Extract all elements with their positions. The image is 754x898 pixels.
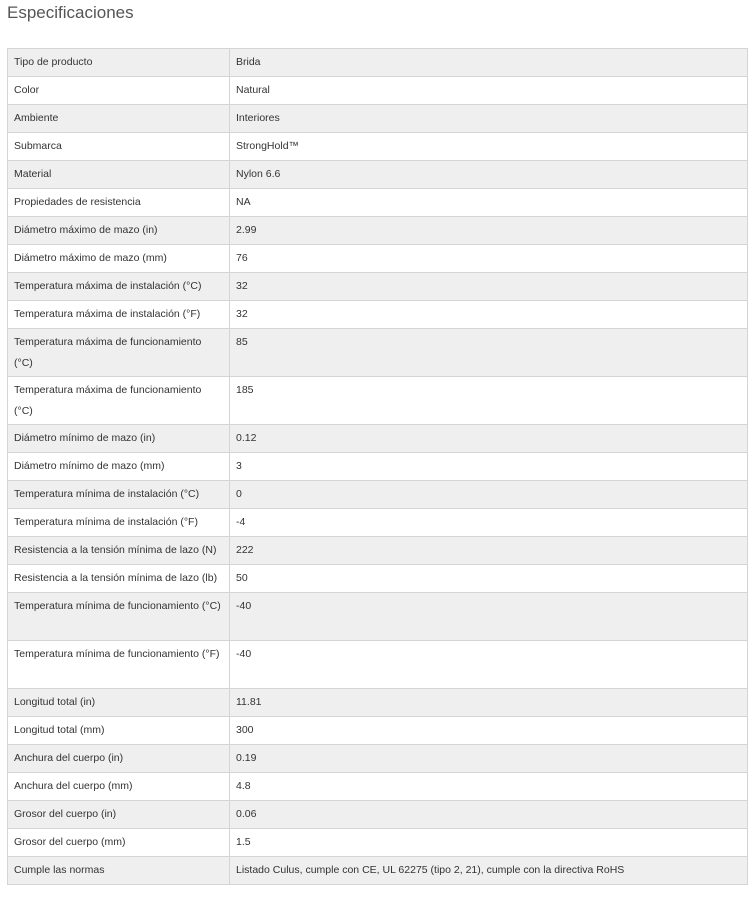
spec-row bbox=[8, 453, 748, 481]
spec-row bbox=[8, 481, 748, 509]
spec-row bbox=[8, 593, 748, 641]
spec-value: 50 bbox=[230, 565, 748, 593]
spec-row bbox=[8, 329, 748, 377]
spec-label: Anchura del cuerpo (mm) bbox=[8, 773, 230, 801]
spec-value: 0.12 bbox=[230, 425, 748, 453]
spec-value: 32 bbox=[230, 273, 748, 301]
spec-row bbox=[8, 133, 748, 161]
spec-label: Grosor del cuerpo (mm) bbox=[8, 829, 230, 857]
spec-label: Submarca bbox=[8, 133, 230, 161]
spec-value: 0 bbox=[230, 481, 748, 509]
spec-row bbox=[8, 189, 748, 217]
spec-value: 2.99 bbox=[230, 217, 748, 245]
spec-row bbox=[8, 217, 748, 245]
spec-label: Diámetro mínimo de mazo (mm) bbox=[8, 453, 230, 481]
specifications-table bbox=[7, 48, 748, 885]
spec-label: Diámetro máximo de mazo (in) bbox=[8, 217, 230, 245]
spec-value: Interiores bbox=[230, 105, 748, 133]
spec-row bbox=[8, 105, 748, 133]
spec-row bbox=[8, 49, 748, 77]
spec-value: 4.8 bbox=[230, 773, 748, 801]
spec-value: 0.06 bbox=[230, 801, 748, 829]
spec-label: Material bbox=[8, 161, 230, 189]
spec-value: Listado Culus, cumple con CE, UL 62275 (tipo 2, 21), cumple con la directiva RoHS bbox=[230, 857, 748, 885]
spec-label: Propiedades de resistencia bbox=[8, 189, 230, 217]
spec-label: Temperatura máxima de instalación (°C) bbox=[8, 273, 230, 301]
spec-label: Temperatura mínima de instalación (°F) bbox=[8, 509, 230, 537]
spec-label: Longitud total (mm) bbox=[8, 717, 230, 745]
spec-value: 11.81 bbox=[230, 689, 748, 717]
spec-value: -40 bbox=[230, 593, 748, 641]
spec-value: -40 bbox=[230, 641, 748, 689]
spec-value: 85 bbox=[230, 329, 748, 377]
spec-value: 32 bbox=[230, 301, 748, 329]
spec-label: Tipo de producto bbox=[8, 49, 230, 77]
spec-row bbox=[8, 161, 748, 189]
spec-row bbox=[8, 641, 748, 689]
section-title: Especificaciones bbox=[7, 3, 134, 22]
spec-label: Temperatura mínima de instalación (°C) bbox=[8, 481, 230, 509]
spec-row bbox=[8, 377, 748, 425]
spec-label: Temperatura mínima de funcionamiento (°F) bbox=[8, 641, 230, 689]
spec-label: Temperatura máxima de funcionamiento (°C) bbox=[8, 377, 230, 425]
spec-row bbox=[8, 301, 748, 329]
spec-value: Natural bbox=[230, 77, 748, 105]
spec-value: -4 bbox=[230, 509, 748, 537]
spec-value: StrongHold™ bbox=[230, 133, 748, 161]
spec-row bbox=[8, 245, 748, 273]
spec-value: 76 bbox=[230, 245, 748, 273]
spec-row bbox=[8, 425, 748, 453]
spec-value: 185 bbox=[230, 377, 748, 425]
spec-value: 3 bbox=[230, 453, 748, 481]
spec-label: Temperatura mínima de funcionamiento (°C) bbox=[8, 593, 230, 641]
spec-value: 1.5 bbox=[230, 829, 748, 857]
spec-label: Cumple las normas bbox=[8, 857, 230, 885]
spec-row bbox=[8, 565, 748, 593]
spec-row bbox=[8, 273, 748, 301]
spec-label: Resistencia a la tensión mínima de lazo (N) bbox=[8, 537, 230, 565]
spec-row bbox=[8, 829, 748, 857]
spec-label: Temperatura máxima de instalación (°F) bbox=[8, 301, 230, 329]
spec-label: Diámetro mínimo de mazo (in) bbox=[8, 425, 230, 453]
spec-value: Brida bbox=[230, 49, 748, 77]
spec-value: NA bbox=[230, 189, 748, 217]
spec-label: Anchura del cuerpo (in) bbox=[8, 745, 230, 773]
spec-value: Nylon 6.6 bbox=[230, 161, 748, 189]
spec-row bbox=[8, 801, 748, 829]
spec-row bbox=[8, 77, 748, 105]
spec-label: Resistencia a la tensión mínima de lazo (lb) bbox=[8, 565, 230, 593]
spec-label: Ambiente bbox=[8, 105, 230, 133]
spec-row bbox=[8, 745, 748, 773]
spec-label: Longitud total (in) bbox=[8, 689, 230, 717]
spec-row bbox=[8, 537, 748, 565]
spec-label: Diámetro máximo de mazo (mm) bbox=[8, 245, 230, 273]
spec-value: 222 bbox=[230, 537, 748, 565]
spec-label: Grosor del cuerpo (in) bbox=[8, 801, 230, 829]
spec-label: Color bbox=[8, 77, 230, 105]
spec-row bbox=[8, 689, 748, 717]
spec-row bbox=[8, 857, 748, 885]
spec-value: 0.19 bbox=[230, 745, 748, 773]
spec-row bbox=[8, 773, 748, 801]
spec-label: Temperatura máxima de funcionamiento (°C) bbox=[8, 329, 230, 377]
spec-row bbox=[8, 509, 748, 537]
spec-value: 300 bbox=[230, 717, 748, 745]
spec-row bbox=[8, 717, 748, 745]
